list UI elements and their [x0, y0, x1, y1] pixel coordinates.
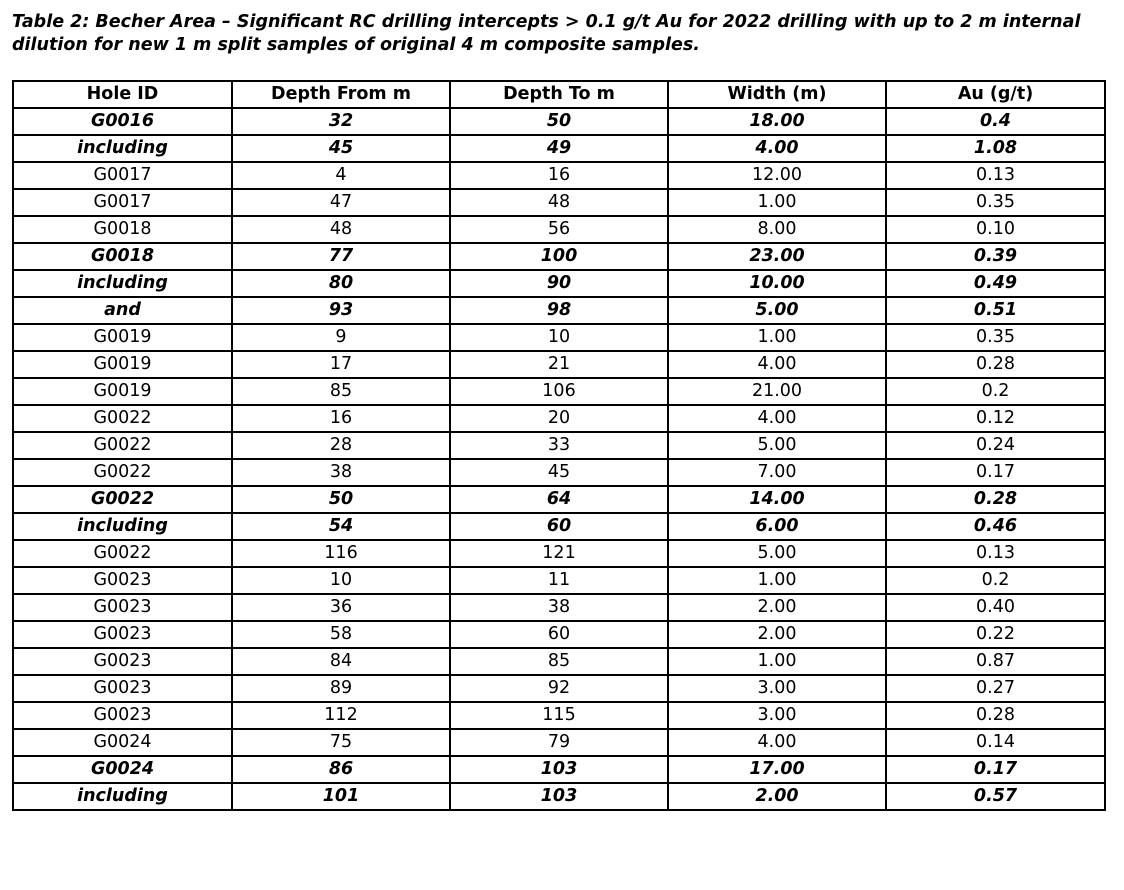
cell-depth-to: 121	[450, 540, 668, 567]
cell-depth-from: 28	[232, 432, 450, 459]
cell-width: 3.00	[668, 702, 886, 729]
cell-hole-id: G0023	[13, 621, 232, 648]
cell-depth-to: 50	[450, 108, 668, 135]
cell-hole-id: G0022	[13, 540, 232, 567]
cell-au-grade: 0.49	[886, 270, 1105, 297]
cell-width: 6.00	[668, 513, 886, 540]
cell-depth-from: 38	[232, 459, 450, 486]
cell-hole-id: G0019	[13, 378, 232, 405]
cell-depth-to: 85	[450, 648, 668, 675]
cell-hole-id: G0022	[13, 459, 232, 486]
table-row	[13, 567, 1105, 594]
cell-hole-id: G0022	[13, 432, 232, 459]
cell-depth-to: 33	[450, 432, 668, 459]
cell-hole-id: G0022	[13, 405, 232, 432]
cell-depth-from: 116	[232, 540, 450, 567]
cell-depth-from: 84	[232, 648, 450, 675]
table-row	[13, 675, 1105, 702]
cell-au-grade: 0.35	[886, 189, 1105, 216]
cell-depth-from: 93	[232, 297, 450, 324]
table-row	[13, 216, 1105, 243]
cell-width: 17.00	[668, 756, 886, 783]
header-depth-to: Depth To m	[450, 81, 668, 108]
cell-au-grade: 0.28	[886, 702, 1105, 729]
cell-depth-from: 47	[232, 189, 450, 216]
cell-width: 10.00	[668, 270, 886, 297]
cell-hole-id: including	[13, 135, 232, 162]
table-body	[13, 108, 1105, 810]
cell-depth-to: 103	[450, 783, 668, 810]
cell-depth-from: 54	[232, 513, 450, 540]
cell-au-grade: 1.08	[886, 135, 1105, 162]
cell-width: 12.00	[668, 162, 886, 189]
cell-depth-to: 48	[450, 189, 668, 216]
cell-au-grade: 0.51	[886, 297, 1105, 324]
table-row	[13, 324, 1105, 351]
cell-hole-id: including	[13, 270, 232, 297]
cell-width: 4.00	[668, 729, 886, 756]
cell-width: 23.00	[668, 243, 886, 270]
cell-depth-to: 20	[450, 405, 668, 432]
cell-width: 1.00	[668, 567, 886, 594]
table-row	[13, 405, 1105, 432]
cell-depth-from: 80	[232, 270, 450, 297]
cell-au-grade: 0.39	[886, 243, 1105, 270]
cell-depth-to: 16	[450, 162, 668, 189]
cell-width: 3.00	[668, 675, 886, 702]
cell-width: 4.00	[668, 135, 886, 162]
cell-depth-from: 4	[232, 162, 450, 189]
table-row	[13, 189, 1105, 216]
cell-width: 5.00	[668, 297, 886, 324]
cell-width: 5.00	[668, 540, 886, 567]
cell-au-grade: 0.14	[886, 729, 1105, 756]
cell-depth-to: 21	[450, 351, 668, 378]
table-row	[13, 432, 1105, 459]
table-row	[13, 783, 1105, 810]
cell-depth-to: 79	[450, 729, 668, 756]
cell-hole-id: G0018	[13, 216, 232, 243]
cell-au-grade: 0.2	[886, 567, 1105, 594]
table-row	[13, 513, 1105, 540]
cell-depth-from: 45	[232, 135, 450, 162]
cell-au-grade: 0.28	[886, 486, 1105, 513]
table-row	[13, 756, 1105, 783]
table-row	[13, 162, 1105, 189]
drilling-intercepts-table	[12, 80, 1106, 811]
cell-depth-from: 50	[232, 486, 450, 513]
cell-hole-id: G0023	[13, 648, 232, 675]
cell-hole-id: G0024	[13, 729, 232, 756]
cell-hole-id: G0017	[13, 189, 232, 216]
cell-au-grade: 0.12	[886, 405, 1105, 432]
cell-hole-id: G0019	[13, 324, 232, 351]
cell-hole-id: and	[13, 297, 232, 324]
cell-depth-to: 56	[450, 216, 668, 243]
cell-au-grade: 0.4	[886, 108, 1105, 135]
table-caption: Table 2: Becher Area – Significant RC drilling intercepts > 0.1 g/t Au for 2022 drilling with up to 2 m internal dilution for new 1 m split samples of original 4 m composite samples.	[12, 12, 1081, 55]
cell-depth-from: 9	[232, 324, 450, 351]
cell-depth-from: 16	[232, 405, 450, 432]
cell-au-grade: 0.13	[886, 162, 1105, 189]
cell-width: 1.00	[668, 189, 886, 216]
cell-depth-to: 45	[450, 459, 668, 486]
cell-au-grade: 0.24	[886, 432, 1105, 459]
cell-depth-from: 89	[232, 675, 450, 702]
cell-depth-from: 10	[232, 567, 450, 594]
cell-depth-to: 11	[450, 567, 668, 594]
table-row	[13, 135, 1105, 162]
cell-depth-from: 32	[232, 108, 450, 135]
cell-au-grade: 0.17	[886, 459, 1105, 486]
cell-hole-id: G0023	[13, 675, 232, 702]
cell-width: 8.00	[668, 216, 886, 243]
table-row	[13, 351, 1105, 378]
cell-depth-from: 58	[232, 621, 450, 648]
table-row	[13, 702, 1105, 729]
cell-depth-to: 60	[450, 513, 668, 540]
table-row	[13, 621, 1105, 648]
cell-hole-id: G0016	[13, 108, 232, 135]
table-row	[13, 486, 1105, 513]
cell-depth-from: 85	[232, 378, 450, 405]
cell-depth-to: 103	[450, 756, 668, 783]
cell-depth-to: 49	[450, 135, 668, 162]
cell-au-grade: 0.17	[886, 756, 1105, 783]
table-header-row	[13, 81, 1105, 108]
table-row	[13, 108, 1105, 135]
cell-hole-id: G0017	[13, 162, 232, 189]
cell-width: 7.00	[668, 459, 886, 486]
cell-width: 4.00	[668, 405, 886, 432]
table-row	[13, 270, 1105, 297]
cell-width: 1.00	[668, 648, 886, 675]
cell-width: 1.00	[668, 324, 886, 351]
cell-depth-from: 36	[232, 594, 450, 621]
cell-depth-from: 17	[232, 351, 450, 378]
cell-depth-to: 90	[450, 270, 668, 297]
cell-depth-to: 38	[450, 594, 668, 621]
cell-depth-from: 112	[232, 702, 450, 729]
cell-hole-id: G0022	[13, 486, 232, 513]
cell-hole-id: G0019	[13, 351, 232, 378]
cell-depth-to: 98	[450, 297, 668, 324]
cell-au-grade: 0.27	[886, 675, 1105, 702]
cell-au-grade: 0.28	[886, 351, 1105, 378]
cell-depth-from: 77	[232, 243, 450, 270]
cell-hole-id: G0024	[13, 756, 232, 783]
cell-width: 21.00	[668, 378, 886, 405]
cell-depth-to: 106	[450, 378, 668, 405]
cell-width: 2.00	[668, 621, 886, 648]
cell-depth-to: 115	[450, 702, 668, 729]
cell-hole-id: G0023	[13, 594, 232, 621]
cell-hole-id: including	[13, 513, 232, 540]
cell-hole-id: G0023	[13, 567, 232, 594]
table-row	[13, 243, 1105, 270]
cell-width: 14.00	[668, 486, 886, 513]
cell-depth-from: 75	[232, 729, 450, 756]
cell-depth-to: 92	[450, 675, 668, 702]
cell-width: 5.00	[668, 432, 886, 459]
header-depth-from: Depth From m	[232, 81, 450, 108]
cell-au-grade: 0.35	[886, 324, 1105, 351]
table-row	[13, 378, 1105, 405]
cell-hole-id: including	[13, 783, 232, 810]
cell-au-grade: 0.46	[886, 513, 1105, 540]
cell-au-grade: 0.40	[886, 594, 1105, 621]
cell-au-grade: 0.87	[886, 648, 1105, 675]
cell-depth-to: 10	[450, 324, 668, 351]
table-row	[13, 540, 1105, 567]
cell-au-grade: 0.22	[886, 621, 1105, 648]
cell-hole-id: G0023	[13, 702, 232, 729]
cell-au-grade: 0.57	[886, 783, 1105, 810]
table-row	[13, 648, 1105, 675]
cell-depth-to: 100	[450, 243, 668, 270]
cell-depth-from: 48	[232, 216, 450, 243]
cell-width: 4.00	[668, 351, 886, 378]
cell-width: 18.00	[668, 108, 886, 135]
table-row	[13, 729, 1105, 756]
header-au-grade: Au (g/t)	[886, 81, 1105, 108]
cell-width: 2.00	[668, 783, 886, 810]
cell-depth-from: 101	[232, 783, 450, 810]
cell-au-grade: 0.2	[886, 378, 1105, 405]
cell-au-grade: 0.13	[886, 540, 1105, 567]
table-row	[13, 594, 1105, 621]
cell-width: 2.00	[668, 594, 886, 621]
cell-depth-to: 64	[450, 486, 668, 513]
header-width: Width (m)	[668, 81, 886, 108]
cell-hole-id: G0018	[13, 243, 232, 270]
table-row	[13, 297, 1105, 324]
header-hole-id: Hole ID	[13, 81, 232, 108]
cell-au-grade: 0.10	[886, 216, 1105, 243]
table-row	[13, 459, 1105, 486]
cell-depth-from: 86	[232, 756, 450, 783]
cell-depth-to: 60	[450, 621, 668, 648]
